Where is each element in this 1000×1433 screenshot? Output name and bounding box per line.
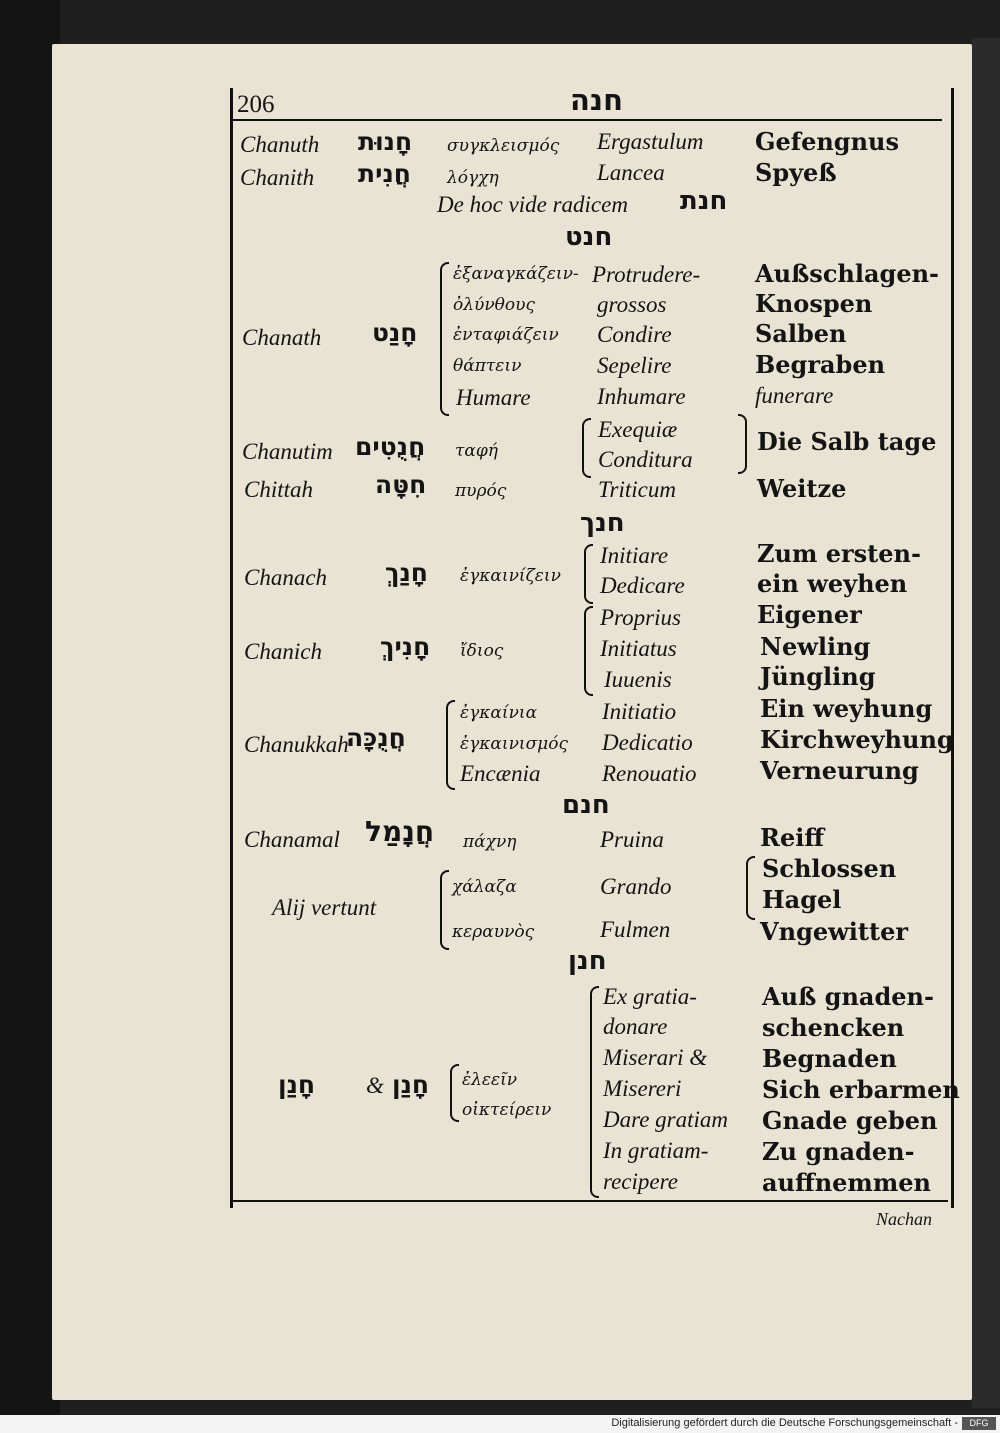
latin-chanich-1: Proprius bbox=[600, 605, 681, 630]
german-chanith: Spyeß bbox=[755, 158, 837, 187]
latin-chanamal: Pruina bbox=[600, 827, 664, 852]
brace bbox=[440, 262, 449, 416]
hebrew-chanukkah: חֲנֻכָּה bbox=[346, 723, 406, 752]
digitization-footer bbox=[0, 1415, 1000, 1433]
german-chanat-1: Außschlagen- bbox=[755, 259, 940, 288]
greek-chanat-3: ἐνταφιάζειν bbox=[453, 325, 559, 345]
greek-chanan-2: οἰκτείρειν bbox=[462, 1100, 552, 1120]
greek-chanan-1: ἐλεεῖν bbox=[462, 1070, 518, 1090]
german-chanan-5: Gnade geben bbox=[762, 1106, 938, 1135]
latin-chanan-5: Dare gratiam bbox=[603, 1107, 729, 1132]
german-chanat-5: funerare bbox=[755, 383, 834, 408]
latin-chanukkah-3: Renouatio bbox=[602, 761, 697, 786]
german-chanan-3: Begnaden bbox=[762, 1044, 897, 1073]
translit-chanuth: Chanuth bbox=[240, 132, 320, 157]
german-chanan-2: schencken bbox=[762, 1013, 905, 1042]
greek-chanat-5: Humare bbox=[456, 385, 531, 410]
german-chanuth: Gefengnus bbox=[755, 127, 899, 156]
latin-chanan-2: donare bbox=[603, 1014, 668, 1039]
translit-chanich: Chanich bbox=[244, 639, 322, 664]
hebrew-chanith: חֲנִית bbox=[358, 159, 411, 188]
german-chittah: Weitze bbox=[757, 474, 847, 503]
dfg-logo: DFG bbox=[962, 1417, 996, 1430]
german-chanamal: Reiff bbox=[760, 823, 825, 852]
alij-vertunt: Alij vertunt bbox=[272, 895, 377, 920]
header-root: חנה bbox=[570, 83, 623, 117]
brace bbox=[746, 856, 755, 920]
hebrew-chanan-2: חָנַן bbox=[392, 1070, 430, 1099]
greek-chanat-2: ὀλύνθους bbox=[453, 295, 536, 315]
brace bbox=[440, 870, 449, 950]
latin-chanach-1: Initiare bbox=[600, 543, 669, 568]
greek-chanith: λόγχη bbox=[447, 168, 499, 188]
hebrew-chanuth: חָנוּת bbox=[358, 127, 413, 156]
hebrew-chanach: חָנַךְ bbox=[385, 558, 428, 587]
german-chanukkah-3: Verneurung bbox=[760, 756, 919, 785]
latin-chanan-7: recipere bbox=[603, 1169, 678, 1194]
latin-chanach-2: Dedicare bbox=[600, 573, 685, 598]
brace bbox=[738, 414, 747, 474]
translit-chanamal: Chanamal bbox=[244, 827, 340, 852]
root-chanat: חנט bbox=[565, 222, 613, 252]
latin-chanan-4: Misereri bbox=[603, 1076, 682, 1101]
latin-chanukkah-2: Dedicatio bbox=[602, 730, 693, 755]
latin-chanat-1: Protrudere- bbox=[592, 262, 701, 287]
latin-chanich-2: Initiatus bbox=[600, 636, 677, 661]
catchword: Nachan bbox=[876, 1209, 932, 1229]
latin-chanukkah-1: Initiatio bbox=[602, 699, 677, 724]
latin-chanat-5: Inhumare bbox=[597, 384, 686, 409]
greek-chanach: ἐγκαινίζειν bbox=[460, 566, 561, 586]
latin-chanat-4: Sepelire bbox=[597, 353, 672, 378]
header-rule bbox=[232, 119, 942, 121]
brace bbox=[590, 986, 599, 1198]
root-chanam: חנם bbox=[562, 790, 610, 820]
root-chanan: חנן bbox=[568, 946, 607, 976]
brace bbox=[584, 606, 593, 696]
greek-chanukkah-2: ἐγκαινισμός bbox=[460, 734, 568, 754]
latin-chanat-3: Condire bbox=[597, 322, 672, 347]
german-chanat-4: Begraben bbox=[755, 350, 886, 379]
latin-chanuth: Ergastulum bbox=[597, 129, 704, 154]
hebrew-chanich: חָנִיךְ bbox=[380, 632, 431, 661]
german-chanat-3: Salben bbox=[755, 319, 847, 348]
german-chanan-7: auffnemmen bbox=[762, 1168, 931, 1197]
german-chanan-4: Sich erbarmen bbox=[762, 1075, 960, 1104]
latin-chanan-1: Ex gratia- bbox=[603, 984, 697, 1009]
latin-alij-2: Fulmen bbox=[600, 917, 671, 942]
translit-chanukkah: Chanukkah bbox=[244, 732, 349, 757]
hebrew-chanan-1: חָנַן bbox=[278, 1070, 316, 1099]
german-chanutim: Die Salb tage bbox=[757, 427, 937, 456]
translit-chittah: Chittah bbox=[244, 477, 314, 502]
latin-chittah: Triticum bbox=[598, 477, 676, 502]
translit-chanach: Chanach bbox=[244, 565, 328, 590]
greek-chanukkah-1: ἐγκαίνια bbox=[460, 703, 538, 723]
root-chanach: חנך bbox=[580, 508, 625, 538]
page-number: 206 bbox=[237, 91, 275, 118]
greek-chanukkah-3: Encænia bbox=[460, 761, 541, 786]
latin-chanan-6: In gratiam- bbox=[603, 1138, 709, 1163]
hebrew-chanamal: חֲנָמַל bbox=[365, 815, 435, 848]
german-chanan-6: Zu gnaden- bbox=[762, 1137, 915, 1166]
greek-chanat-1: ἐξαναγκάζειν- bbox=[453, 264, 579, 284]
brace bbox=[582, 418, 591, 478]
german-chanich-2: Newling bbox=[760, 632, 871, 661]
footer-credit: Digitalisierung gefördert durch die Deutsche Forschungsgemeinschaft - bbox=[611, 1417, 958, 1429]
greek-chanamal: πάχνη bbox=[463, 832, 517, 852]
german-chanich-1: Eigener bbox=[757, 600, 862, 629]
german-alij-3: Vngewitter bbox=[760, 917, 908, 946]
german-chanukkah-1: Ein weyhung bbox=[760, 694, 933, 723]
german-alij-2: Hagel bbox=[762, 885, 842, 914]
brace bbox=[584, 544, 593, 604]
german-chanach-2: ein weyhen bbox=[757, 569, 908, 598]
latin-chanutim-2: Conditura bbox=[598, 447, 693, 472]
cross-reference-root: חנת bbox=[680, 186, 728, 216]
hebrew-chanath: חָנַט bbox=[372, 318, 418, 347]
german-chanach-1: Zum ersten- bbox=[757, 539, 921, 568]
german-chanukkah-2: Kirchweyhung bbox=[760, 725, 954, 754]
greek-chanich: ἴδιος bbox=[460, 641, 504, 661]
latin-chanutim-1: Exequiæ bbox=[598, 417, 678, 442]
greek-chanutim: ταφή bbox=[455, 441, 498, 461]
latin-chanan-3: Miserari & bbox=[603, 1045, 708, 1070]
german-chanan-1: Auß gnaden- bbox=[762, 982, 934, 1011]
hebrew-chittah: חִטָּה bbox=[375, 470, 427, 499]
greek-alij-2: κεραυνὸς bbox=[452, 922, 535, 942]
translit-chanith: Chanith bbox=[240, 165, 315, 190]
greek-alij-1: χάλαζα bbox=[452, 877, 517, 897]
greek-chanat-4: θάπτειν bbox=[453, 356, 522, 376]
book-spine-shadow bbox=[0, 0, 60, 1415]
translit-chanath: Chanath bbox=[242, 325, 322, 350]
brace bbox=[450, 1064, 459, 1122]
latin-chanich-3: Iuuenis bbox=[604, 667, 672, 692]
greek-chittah: πυρός bbox=[455, 481, 507, 501]
translit-chanutim: Chanutim bbox=[242, 439, 333, 464]
german-chanich-3: Jüngling bbox=[760, 662, 876, 691]
footer-rule bbox=[232, 1200, 948, 1202]
ampersand: & bbox=[366, 1073, 384, 1098]
hebrew-chanutim: חֲנֻטִים bbox=[355, 432, 426, 461]
german-chanat-2: Knospen bbox=[755, 289, 873, 318]
brace bbox=[446, 700, 455, 790]
greek-chanuth: συγκλεισμός bbox=[447, 136, 560, 156]
latin-chanith: Lancea bbox=[597, 160, 665, 185]
next-page-edge bbox=[972, 38, 1000, 1408]
german-alij-1: Schlossen bbox=[762, 854, 897, 883]
latin-chanat-2: grossos bbox=[597, 292, 667, 317]
cross-reference-note: De hoc vide radicem bbox=[437, 192, 628, 217]
latin-alij-1: Grando bbox=[600, 874, 672, 899]
